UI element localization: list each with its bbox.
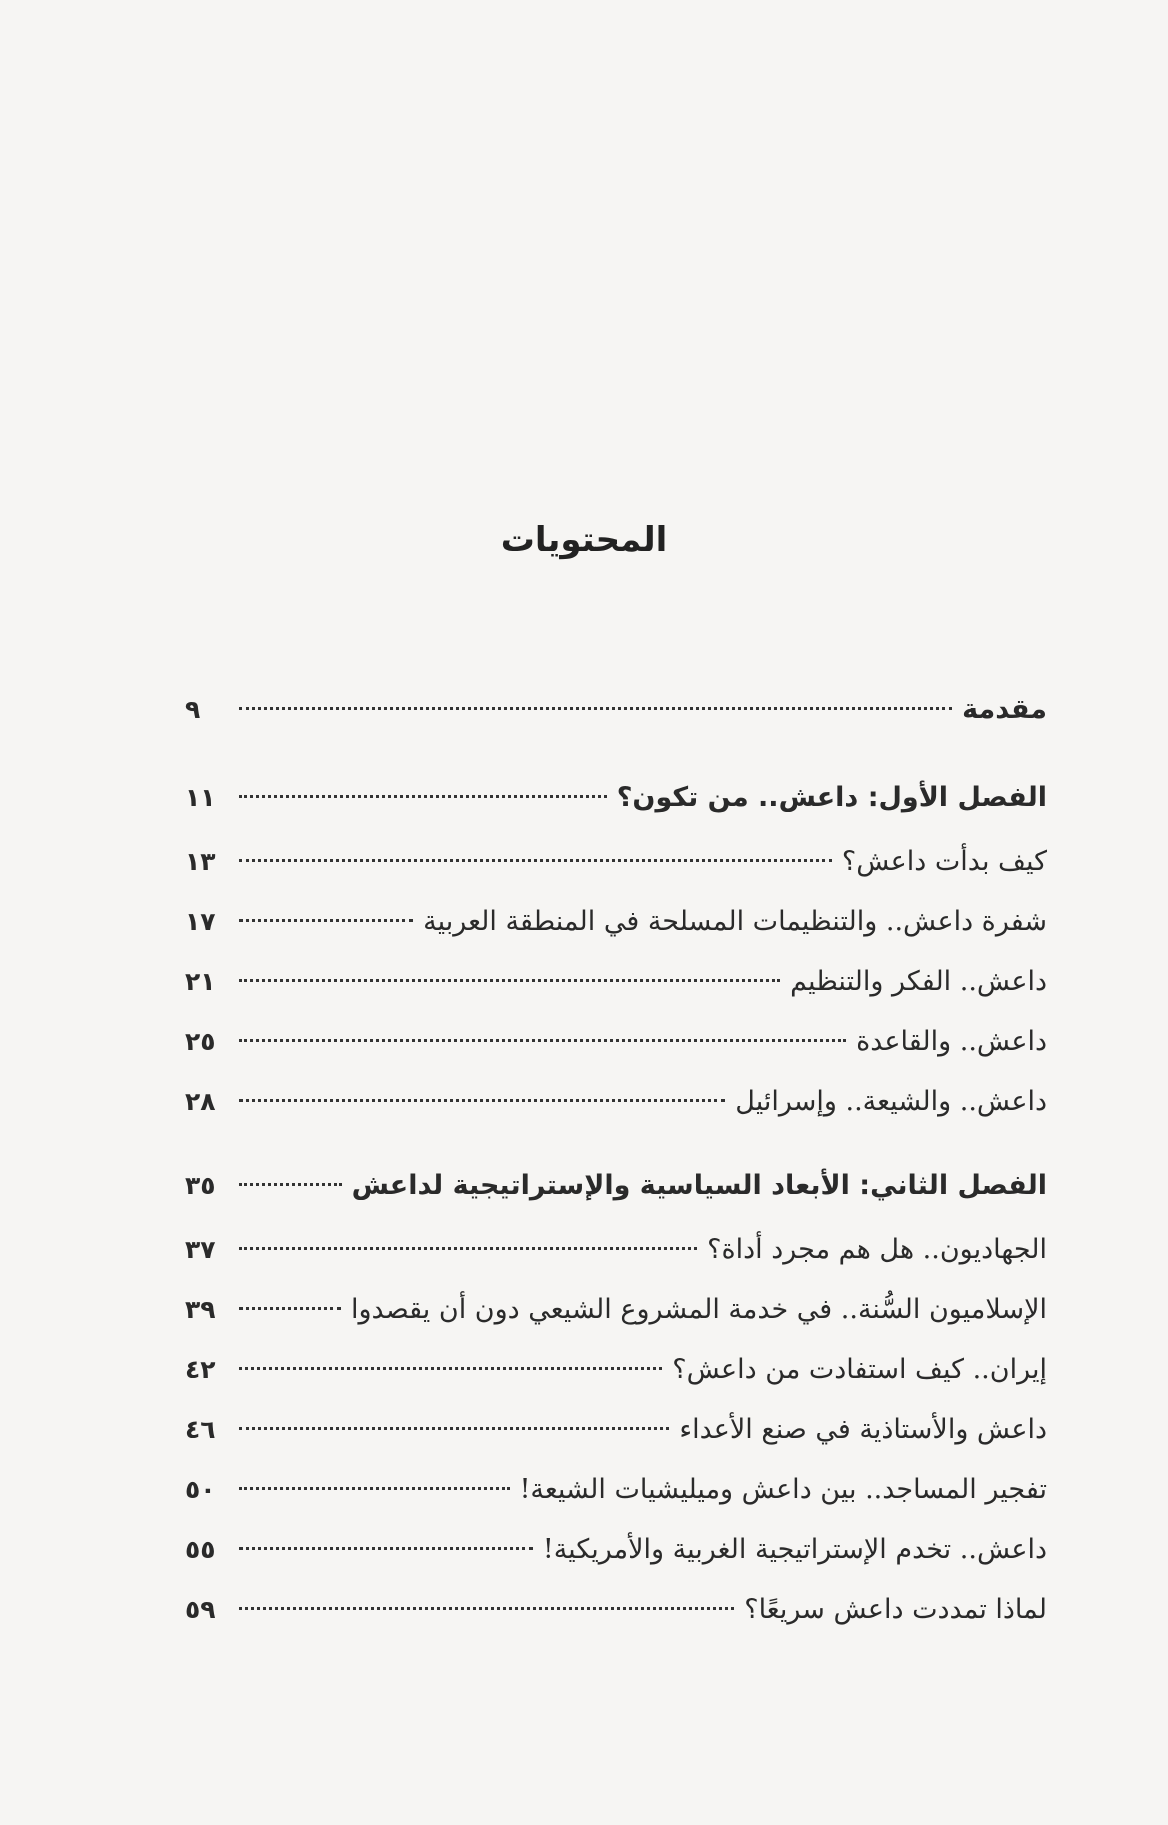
toc-page-number: ٤٦ xyxy=(185,1415,216,1444)
toc-page-number: ١٧ xyxy=(185,907,216,936)
toc-entry[interactable] xyxy=(185,1012,1047,1072)
toc-entry[interactable] xyxy=(185,832,1047,892)
toc-page-number: ٣٥ xyxy=(185,1171,216,1200)
toc-page-number: ٣٧ xyxy=(185,1235,216,1264)
toc-entry-intro[interactable] xyxy=(185,680,1047,740)
table-of-contents xyxy=(185,680,1047,1640)
dot-leader xyxy=(239,1547,533,1550)
dot-leader xyxy=(239,979,780,982)
toc-entry[interactable] xyxy=(185,1400,1047,1460)
toc-entry-label: الفصل الأول: داعش.. من تكون؟ xyxy=(616,782,1047,813)
toc-chapter-heading[interactable] xyxy=(185,768,1047,828)
toc-entry[interactable] xyxy=(185,1220,1047,1280)
dot-leader xyxy=(239,1367,662,1370)
toc-page-number: ٢١ xyxy=(185,967,216,996)
toc-entry-label: الجهاديون.. هل هم مجرد أداة؟ xyxy=(707,1234,1047,1265)
dot-leader xyxy=(239,919,413,922)
toc-entry[interactable] xyxy=(185,1280,1047,1340)
toc-page-number: ١١ xyxy=(185,783,216,812)
dot-leader xyxy=(239,859,832,862)
toc-entry-label: الإسلاميون السُّنة.. في خدمة المشروع الشيعي دون أن يقصدوا xyxy=(351,1294,1047,1325)
toc-entry[interactable] xyxy=(185,1460,1047,1520)
toc-page-number: ٩ xyxy=(185,695,201,724)
dot-leader xyxy=(239,1487,510,1490)
dot-leader xyxy=(239,1247,697,1250)
toc-page-number: ٢٨ xyxy=(185,1087,216,1116)
toc-entry-label: لماذا تمددت داعش سريعًا؟ xyxy=(744,1594,1047,1625)
dot-leader xyxy=(239,1039,846,1042)
toc-entry-label: الفصل الثاني: الأبعاد السياسية والإستراتيجية لداعش xyxy=(351,1170,1047,1201)
toc-entry[interactable] xyxy=(185,892,1047,952)
toc-entry-label: إيران.. كيف استفادت من داعش؟ xyxy=(672,1354,1047,1385)
toc-page-number: ٢٥ xyxy=(185,1027,216,1056)
dot-leader xyxy=(239,1183,342,1186)
toc-chapter-heading[interactable] xyxy=(185,1156,1047,1216)
toc-page-number: ٥٠ xyxy=(185,1475,216,1504)
toc-entry-label: داعش والأستاذية في صنع الأعداء xyxy=(679,1414,1047,1445)
toc-entry[interactable] xyxy=(185,952,1047,1012)
toc-entry[interactable] xyxy=(185,1520,1047,1580)
toc-page-number: ٤٢ xyxy=(185,1355,216,1384)
toc-entry-label: داعش.. والقاعدة xyxy=(856,1026,1047,1057)
page-title: المحتويات xyxy=(500,520,668,560)
toc-entry[interactable] xyxy=(185,1340,1047,1400)
toc-page-number: ٥٩ xyxy=(185,1595,216,1624)
toc-entry[interactable] xyxy=(185,1072,1047,1132)
toc-entry-label: داعش.. والشيعة.. وإسرائيل xyxy=(735,1086,1047,1117)
dot-leader xyxy=(239,1099,725,1102)
dot-leader xyxy=(239,1427,669,1430)
toc-page-number: ٣٩ xyxy=(185,1295,216,1324)
toc-page-number: ١٣ xyxy=(185,847,216,876)
dot-leader xyxy=(239,1607,734,1610)
dot-leader xyxy=(239,1307,341,1310)
toc-entry[interactable] xyxy=(185,1580,1047,1640)
dot-leader xyxy=(239,707,952,710)
toc-entry-label: شفرة داعش.. والتنظيمات المسلحة في المنطقة العربية xyxy=(423,906,1047,937)
toc-entry-label: تفجير المساجد.. بين داعش وميليشيات الشيعة! xyxy=(519,1474,1047,1505)
toc-entry-label: كيف بدأت داعش؟ xyxy=(841,846,1047,877)
dot-leader xyxy=(239,795,607,798)
toc-entry-label: داعش.. تخدم الإستراتيجية الغربية والأمريكية! xyxy=(542,1534,1047,1565)
toc-entry-label: داعش.. الفكر والتنظيم xyxy=(790,966,1047,997)
toc-page-number: ٥٥ xyxy=(185,1535,216,1564)
toc-entry-label: مقدمة xyxy=(962,694,1047,725)
